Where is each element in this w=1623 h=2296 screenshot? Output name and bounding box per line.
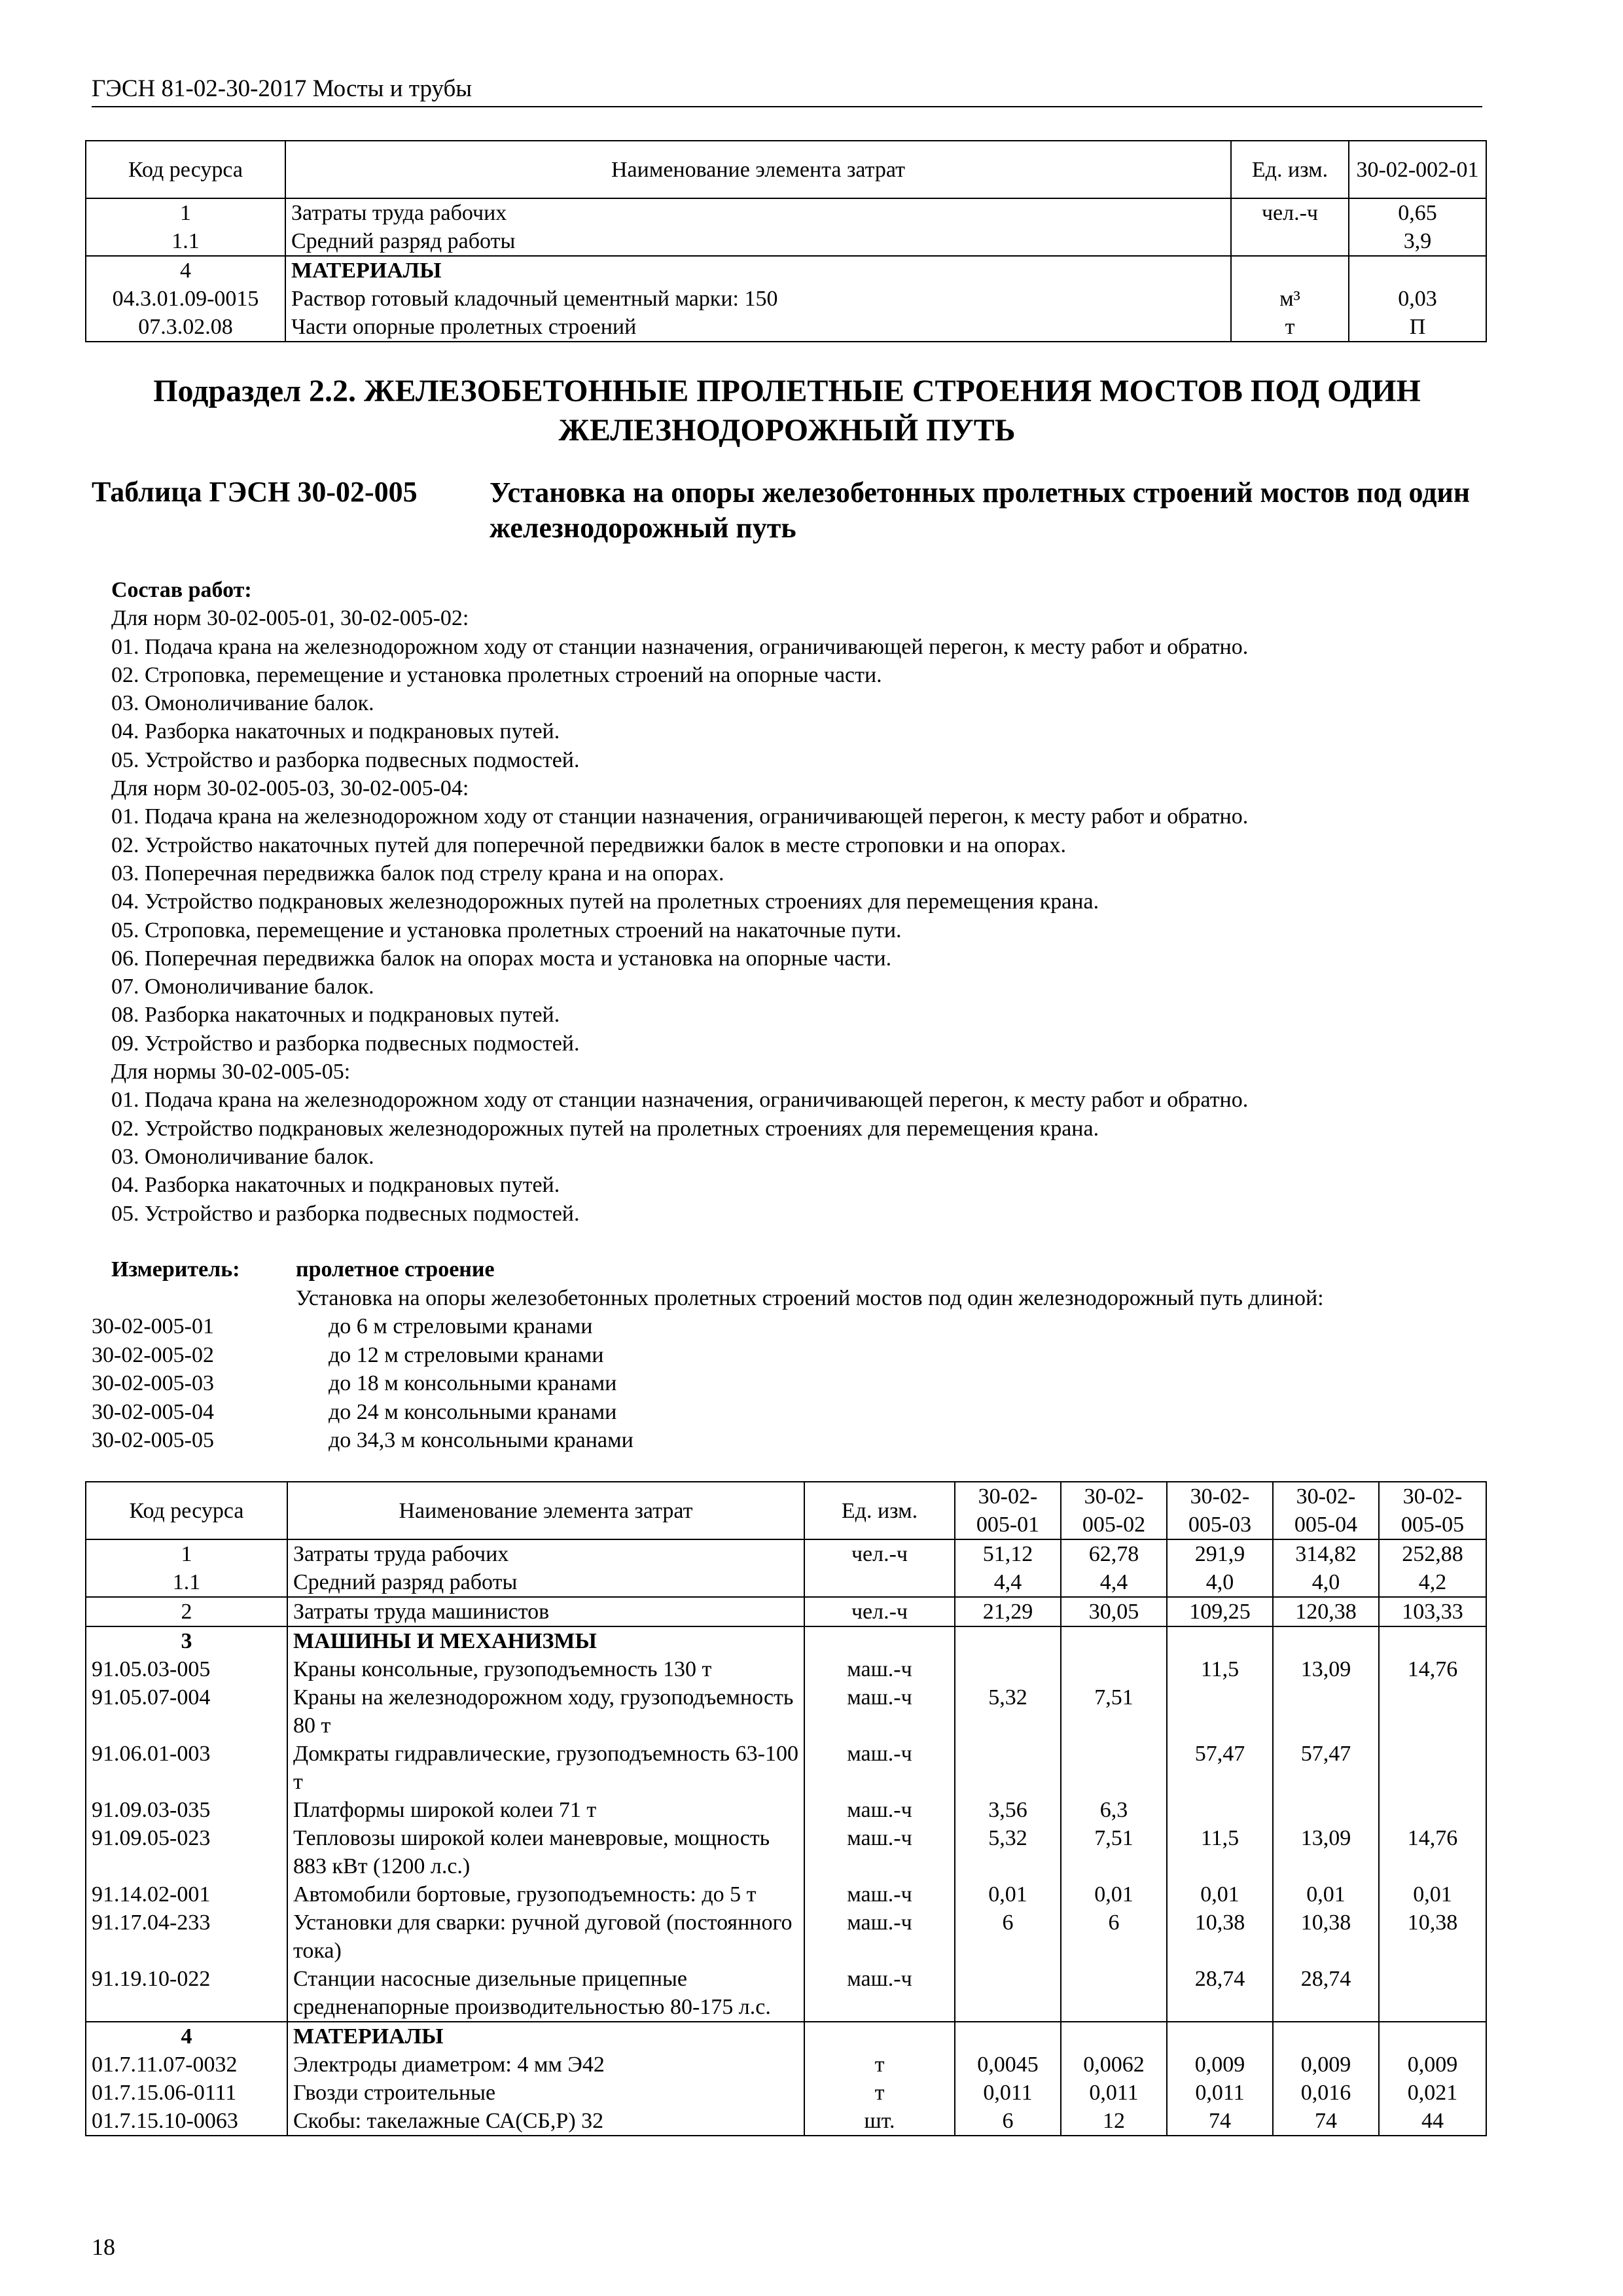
cell-value: 12 [1061,2107,1167,2136]
cell-value: 74 [1167,2107,1273,2136]
measure-item [92,1398,1486,1427]
work-line: 01. Подача крана на железнодорожном ходу от станции назначения, ограничивающей перегон, к месту работ и обратно. [111,634,1249,659]
table2-body [86,1539,1486,2136]
table-row [86,198,1486,227]
cell-value: 10,38 [1273,1909,1379,1965]
cell-name: Затраты труда машинистов [287,1597,804,1626]
cell-value: 62,78 [1061,1539,1167,1568]
measure-item-text: до 6 м стреловыми кранами [329,1314,593,1338]
header-norm-column: 30-02-005-01 [955,1482,1061,1539]
cell-value [1061,1655,1167,1683]
cell-value [1167,1796,1273,1824]
cell-value: 314,82 [1273,1539,1379,1568]
cell-value: 0,009 [1379,2051,1486,2079]
cell-value: 51,12 [955,1539,1061,1568]
cell-unit: маш.-ч [804,1909,955,1965]
table-row [86,2051,1486,2079]
cell-code: 01.7.11.07-0032 [86,2051,287,2079]
cell-value: 109,25 [1167,1597,1273,1626]
resource-table-30-02-005 [85,1481,1487,2136]
cell-unit: чел.-ч [804,1539,955,1568]
subsection-title: Подраздел 2.2. ЖЕЛЕЗОБЕТОННЫЕ ПРОЛЕТНЫЕ СТРОЕНИЯ МОСТОВ ПОД ОДИН ЖЕЛЕЗНОДОРОЖНЫЙ ПУТЬ [153,374,1421,448]
cell-value: 120,38 [1273,1597,1379,1626]
cell-unit [804,1626,955,1655]
cell-unit: маш.-ч [804,1824,955,1880]
header-code: Код ресурса [86,1482,287,1539]
cell-unit: шт. [804,2107,955,2136]
table-row [86,1626,1486,1655]
page-number: 18 [92,2234,115,2260]
cell-value: 0,03 [1349,285,1486,313]
cell-code: 1.1 [86,227,285,256]
cell-value: 0,01 [1379,1880,1486,1909]
cell-name: Автомобили бортовые, грузоподъемность: до 5 т [287,1880,804,1909]
cell-unit [1231,227,1349,256]
cell-code: 4 [86,2022,287,2051]
measure-item [92,1426,1486,1455]
cell-value: 4,4 [1061,1568,1167,1597]
cell-unit: маш.-ч [804,1796,955,1824]
work-line: 05. Устройство и разборка подвесных подмостей. [111,747,580,772]
work-line: 04. Разборка накаточных и подкрановых путей. [111,719,560,744]
cell-value [1349,256,1486,285]
cell-value: 6 [955,2107,1061,2136]
cell-code: 2 [86,1597,287,1626]
work-composition-title: Состав работ: [111,578,252,602]
header-norm-column: 30-02-005-02 [1061,1482,1167,1539]
header-unit: Ед. изм. [804,1482,955,1539]
work-line: 09. Устройство и разборка подвесных подмостей. [111,1031,580,1056]
table-row [86,2079,1486,2107]
work-composition [111,576,1486,1228]
measure-unit: пролетное строение [296,1257,495,1282]
cell-value: 252,88 [1379,1539,1486,1568]
table-row [86,313,1486,342]
cell-code: 1.1 [86,1568,287,1597]
work-line: 07. Омоноличивание балок. [111,975,374,999]
cell-value: 57,47 [1167,1740,1273,1796]
cell-name: Краны консольные, грузоподъемность 130 т [287,1655,804,1683]
cell-value: 0,011 [1167,2079,1273,2107]
work-line: Для норм 30-02-005-03, 30-02-005-04: [111,776,469,801]
cell-value [1379,1796,1486,1824]
cell-value: 5,32 [955,1824,1061,1880]
table-row [86,1965,1486,2022]
measure-label: Измеритель: [111,1257,240,1282]
cell-value: 6 [955,1909,1061,1965]
measure-item-text: до 18 м консольными кранами [329,1371,617,1395]
cell-name: МАТЕРИАЛЫ [287,2022,804,2051]
cell-value [1379,1965,1486,2022]
cell-value: 10,38 [1379,1909,1486,1965]
header-unit: Ед. изм. [1231,141,1349,198]
cell-unit: т [1231,313,1349,342]
measure-item [92,1369,1486,1398]
cell-value: 0,011 [955,2079,1061,2107]
cell-value: 0,0045 [955,2051,1061,2079]
cell-value: 0,65 [1349,198,1486,227]
table-label: Таблица ГЭСН 30-02-005 [92,476,418,508]
table-row [86,1683,1486,1740]
cell-value [1273,2022,1379,2051]
cell-value: 11,5 [1167,1824,1273,1880]
cell-name: Краны на железнодорожном ходу, грузоподъемность 80 т [287,1683,804,1740]
cell-value: 14,76 [1379,1824,1486,1880]
cell-value [955,1655,1061,1683]
cell-value: 0,021 [1379,2079,1486,2107]
cell-value: 4,2 [1379,1568,1486,1597]
cell-value [1379,1626,1486,1655]
table-row [86,1909,1486,1965]
cell-name: Раствор готовый кладочный цементный марки: 150 [285,285,1231,313]
header-norm-column: 30-02-002-01 [1349,141,1486,198]
header-name: Наименование элемента затрат [287,1482,804,1539]
header-name: Наименование элемента затрат [285,141,1231,198]
measure-items [92,1312,1486,1455]
cell-value: 7,51 [1061,1683,1167,1740]
cell-code: 01.7.15.06-0111 [86,2079,287,2107]
cell-unit: т [804,2051,955,2079]
cell-value [1167,1626,1273,1655]
measure-item [92,1341,1486,1370]
cell-value [1061,1965,1167,2022]
cell-value [1379,1683,1486,1740]
running-header: ГЭСН 81-02-30-2017 Мосты и трубы [92,73,1482,107]
work-line: 03. Омоноличивание балок. [111,691,374,716]
cell-name: Гвозди строительные [287,2079,804,2107]
cell-name: Электроды диаметром: 4 мм Э42 [287,2051,804,2079]
table-row [86,1597,1486,1626]
cell-value [955,1626,1061,1655]
cell-unit [1231,256,1349,285]
cell-code: 07.3.02.08 [86,313,285,342]
cell-value: 0,01 [1273,1880,1379,1909]
table1-body [86,198,1486,342]
table-row [86,1539,1486,1568]
cell-unit [804,1568,955,1597]
cell-value: 30,05 [1061,1597,1167,1626]
table-row [86,2107,1486,2136]
measure-item-text: до 34,3 м консольными кранами [329,1428,633,1452]
cell-value: 21,29 [955,1597,1061,1626]
cell-value: 0,0062 [1061,2051,1167,2079]
header-norm-column: 30-02-005-04 [1273,1482,1379,1539]
cell-value: 0,01 [1167,1880,1273,1909]
cell-code: 91.17.04-233 [86,1909,287,1965]
measure-item-code: 30-02-005-03 [92,1371,214,1395]
cell-code: 01.7.15.10-0063 [86,2107,287,2136]
cell-value [1273,1683,1379,1740]
cell-code: 3 [86,1626,287,1655]
work-line: Для нормы 30-02-005-05: [111,1060,351,1085]
work-line: 05. Устройство и разборка подвесных подмостей. [111,1201,580,1226]
cell-value: 44 [1379,2107,1486,2136]
cell-unit: маш.-ч [804,1965,955,2022]
cell-code: 91.05.07-004 [86,1683,287,1740]
cell-value [1167,1683,1273,1740]
work-line: Для норм 30-02-005-01, 30-02-005-02: [111,606,469,631]
cell-name: Затраты труда рабочих [285,198,1231,227]
cell-value: 4,0 [1167,1568,1273,1597]
cell-value [1061,2022,1167,2051]
cell-name: Затраты труда рабочих [287,1539,804,1568]
resource-table-30-02-002 [85,140,1487,342]
table-row [86,1568,1486,1597]
measure-item [92,1312,1486,1341]
cell-code: 91.09.05-023 [86,1824,287,1880]
cell-value: 5,32 [955,1683,1061,1740]
cell-value: 13,09 [1273,1824,1379,1880]
cell-value: 3,9 [1349,227,1486,256]
work-line: 04. Разборка накаточных и подкрановых путей. [111,1173,560,1198]
cell-code: 04.3.01.09-0015 [86,285,285,313]
work-line: 04. Устройство подкрановых железнодорожных путей на пролетных строениях для перемещения крана. [111,889,1099,914]
table-name: Установка на опоры железобетонных пролетных строений мостов под один железнодорожный путь [490,476,1471,544]
measure-item-text: до 12 м стреловыми кранами [329,1342,604,1367]
cell-unit: маш.-ч [804,1655,955,1683]
cell-value [1061,1626,1167,1655]
cell-value: 11,5 [1167,1655,1273,1683]
table-row [86,1824,1486,1880]
work-composition-lines [111,604,1486,1228]
work-line: 06. Поперечная передвижка балок на опорах моста и установка на опорные части. [111,946,892,971]
cell-value [1273,1626,1379,1655]
header-norm-column: 30-02-005-03 [1167,1482,1273,1539]
cell-code: 91.05.03-005 [86,1655,287,1683]
cell-value [955,2022,1061,2051]
table-row [86,285,1486,313]
cell-unit: маш.-ч [804,1683,955,1740]
cell-name: Станции насосные дизельные прицепные средненапорные производительностью 80-175 л.с. [287,1965,804,2022]
measurement-block [92,1255,1486,1455]
cell-code: 4 [86,256,285,285]
header-norm-column: 30-02-005-05 [1379,1482,1486,1539]
cell-value: 4,0 [1273,1568,1379,1597]
cell-value: 0,016 [1273,2079,1379,2107]
cell-unit: чел.-ч [1231,198,1349,227]
cell-value: 28,74 [1167,1965,1273,2022]
work-line: 03. Омоноличивание балок. [111,1144,374,1169]
cell-value: 10,38 [1167,1909,1273,1965]
cell-code: 91.06.01-003 [86,1740,287,1796]
cell-name: Средний разряд работы [287,1568,804,1597]
measure-description: Установка на опоры железобетонных пролетных строений мостов под один железнодорожный путь длиной: [296,1285,1324,1310]
cell-unit: маш.-ч [804,1740,955,1796]
work-line: 02. Устройство накаточных путей для поперечной передвижки балок в месте строповки и на опорах. [111,833,1066,857]
measure-item-code: 30-02-005-04 [92,1399,214,1424]
cell-unit [804,2022,955,2051]
cell-value [1379,1740,1486,1796]
cell-name: Тепловозы широкой колеи маневровые, мощность 883 кВт (1200 л.с.) [287,1824,804,1880]
measure-item-code: 30-02-005-05 [92,1428,214,1452]
cell-name: Части опорные пролетных строений [285,313,1231,342]
cell-name: МАШИНЫ И МЕХАНИЗМЫ [287,1626,804,1655]
work-line: 02. Устройство подкрановых железнодорожных путей на пролетных строениях для перемещения крана. [111,1116,1099,1141]
work-line: 02. Строповка, перемещение и установка пролетных строений на опорные части. [111,662,882,687]
cell-value: 0,01 [1061,1880,1167,1909]
table-row [86,1880,1486,1909]
cell-unit: чел.-ч [804,1597,955,1626]
cell-value: 7,51 [1061,1824,1167,1880]
table-row [86,1740,1486,1796]
cell-value [955,1740,1061,1796]
work-line: 03. Поперечная передвижка балок под стрелу крана и на опорах. [111,861,724,886]
cell-unit: маш.-ч [804,1880,955,1909]
cell-value: 0,01 [955,1880,1061,1909]
cell-value: 74 [1273,2107,1379,2136]
cell-value: 14,76 [1379,1655,1486,1683]
cell-value: 0,009 [1167,2051,1273,2079]
work-line: 01. Подача крана на железнодорожном ходу от станции назначения, ограничивающей перегон, к месту работ и обратно. [111,1088,1249,1113]
table-row [86,2022,1486,2051]
cell-value: 13,09 [1273,1655,1379,1683]
cell-code: 1 [86,1539,287,1568]
table-row [86,256,1486,285]
header-code: Код ресурса [86,141,285,198]
cell-code: 91.19.10-022 [86,1965,287,2022]
cell-name: Домкраты гидравлические, грузоподъемность 63-100 т [287,1740,804,1796]
cell-value [1379,2022,1486,2051]
cell-code: 91.09.03-035 [86,1796,287,1824]
cell-code: 1 [86,198,285,227]
cell-name: МАТЕРИАЛЫ [285,256,1231,285]
cell-name: Скобы: такелажные СА(СБ,Р) 32 [287,2107,804,2136]
cell-value: 6 [1061,1909,1167,1965]
cell-unit: м³ [1231,285,1349,313]
cell-value: 291,9 [1167,1539,1273,1568]
cell-value: 28,74 [1273,1965,1379,2022]
cell-name: Платформы широкой колеи 71 т [287,1796,804,1824]
cell-value: 0,011 [1061,2079,1167,2107]
cell-value [955,1965,1061,2022]
cell-name: Средний разряд работы [285,227,1231,256]
cell-value: 6,3 [1061,1796,1167,1824]
cell-value: 103,33 [1379,1597,1486,1626]
table-row [86,1655,1486,1683]
cell-name: Установки для сварки: ручной дуговой (постоянного тока) [287,1909,804,1965]
cell-value: 3,56 [955,1796,1061,1824]
cell-value: 0,009 [1273,2051,1379,2079]
measure-item-code: 30-02-005-01 [92,1314,214,1338]
table-row [86,227,1486,256]
work-line: 05. Строповка, перемещение и установка пролетных строений на накаточные пути. [111,918,902,942]
cell-value: П [1349,313,1486,342]
cell-value [1061,1740,1167,1796]
cell-value [1273,1796,1379,1824]
work-line: 01. Подача крана на железнодорожном ходу от станции назначения, ограничивающей перегон, к месту работ и обратно. [111,804,1249,829]
measure-item-code: 30-02-005-02 [92,1342,214,1367]
cell-code: 91.14.02-001 [86,1880,287,1909]
work-line: 08. Разборка накаточных и подкрановых путей. [111,1003,560,1028]
cell-value: 4,4 [955,1568,1061,1597]
cell-unit: т [804,2079,955,2107]
cell-value: 57,47 [1273,1740,1379,1796]
table-row [86,1796,1486,1824]
cell-value [1167,2022,1273,2051]
measure-item-text: до 24 м консольными кранами [329,1399,617,1424]
